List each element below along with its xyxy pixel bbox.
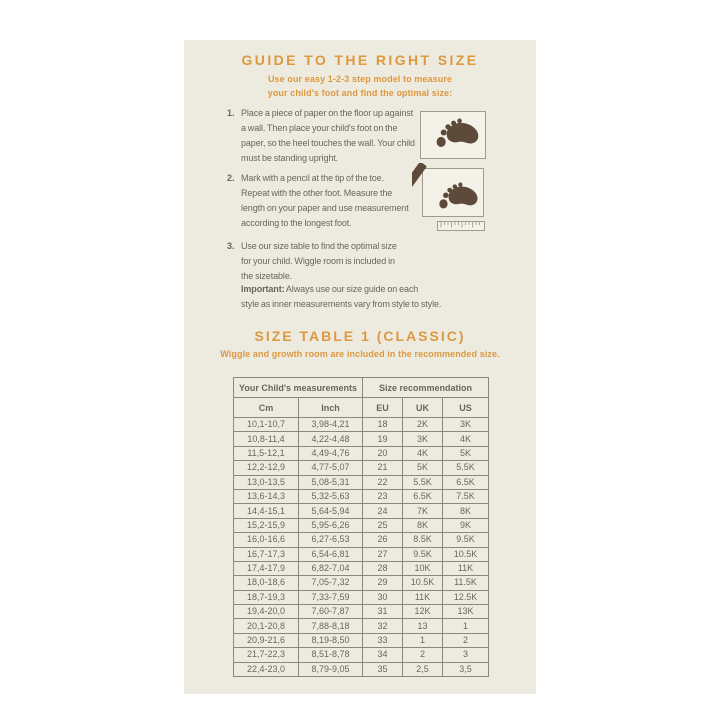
step-text-line: length on your paper and use measurement [241, 203, 409, 213]
table-cell: 5K [403, 461, 443, 475]
table-cell: 11K [403, 590, 443, 604]
table-cell: 18 [363, 418, 403, 432]
column-header-uk: UK [403, 398, 443, 418]
step-text-line: the sizetable. [241, 271, 293, 281]
table-column-header-row [234, 398, 489, 418]
step-text-line: for your child. Wiggle room is included in [241, 256, 395, 266]
size-guide-panel [184, 40, 536, 694]
table-cell: 3,5 [443, 662, 489, 676]
step-text-line: Mark with a pencil at the tip of the toe. [241, 173, 384, 183]
table-cell: 6,54-6,81 [299, 547, 363, 561]
table-cell: 30 [363, 590, 403, 604]
step-text-line: according to the longest foot. [241, 218, 352, 228]
table-cell: 8K [443, 504, 489, 518]
step-3-number: 3. [227, 241, 235, 251]
table-cell: 4K [403, 446, 443, 460]
table-cell: 20,9-21,6 [234, 633, 299, 647]
table-cell: 5,95-6,26 [299, 518, 363, 532]
table-cell: 9.5K [443, 533, 489, 547]
step-text-line: paper, so the heel touches the wall. Your child [241, 138, 415, 148]
table-row [234, 475, 489, 489]
table-cell: 24 [363, 504, 403, 518]
table-cell: 7,88-8,18 [299, 619, 363, 633]
table-cell: 3,98-4,21 [299, 418, 363, 432]
guide-subtitle [184, 72, 536, 100]
table-cell: 31 [363, 605, 403, 619]
table-cell: 2 [443, 633, 489, 647]
pencil-icon [412, 163, 448, 211]
table-cell: 5.5K [403, 475, 443, 489]
guide-subtitle-line: Use our easy 1-2-3 step model to measure [267, 74, 453, 84]
table-cell: 10,1-10,7 [234, 418, 299, 432]
table-cell: 19,4-20,0 [234, 605, 299, 619]
guide-title: GUIDE TO THE RIGHT SIZE [241, 52, 479, 68]
table-cell: 5,64-5,94 [299, 504, 363, 518]
table-cell: 8,51-8,78 [299, 648, 363, 662]
table-cell: 5K [443, 446, 489, 460]
important-text: Always use our size guide on each [285, 284, 419, 294]
table-cell: 2K [403, 418, 443, 432]
table-row [234, 518, 489, 532]
table-cell: 12K [403, 605, 443, 619]
table-cell: 9.5K [403, 547, 443, 561]
table-cell: 8K [403, 518, 443, 532]
step-text-line: Repeat with the other foot. Measure the [241, 188, 393, 198]
step-1-text [241, 106, 415, 166]
table-cell: 3 [443, 648, 489, 662]
table-cell: 11,5-12,1 [234, 446, 299, 460]
table-cell: 3K [443, 418, 489, 432]
column-header-eu: EU [363, 398, 403, 418]
table-cell: 5.5K [443, 461, 489, 475]
table-cell: 8,19-8,50 [299, 633, 363, 647]
important-note [241, 282, 441, 312]
table-cell: 25 [363, 518, 403, 532]
table-cell: 12.5K [443, 590, 489, 604]
table-cell: 32 [363, 619, 403, 633]
table-cell: 33 [363, 633, 403, 647]
table-cell: 20,1-20,8 [234, 619, 299, 633]
step-2-number: 2. [227, 173, 235, 183]
table-cell: 23 [363, 489, 403, 503]
column-header-cm: Cm [234, 398, 299, 418]
table-cell: 7,05-7,32 [299, 576, 363, 590]
table-cell: 2 [403, 648, 443, 662]
table-row [234, 504, 489, 518]
step-1 [227, 106, 415, 166]
table-cell: 5,08-5,31 [299, 475, 363, 489]
table-cell: 11.5K [443, 576, 489, 590]
table-cell: 9K [443, 518, 489, 532]
table-cell: 4,49-4,76 [299, 446, 363, 460]
step-3-text [241, 239, 397, 284]
table-cell: 29 [363, 576, 403, 590]
table-cell: 7.5K [443, 489, 489, 503]
step-text-line: Place a piece of paper on the floor up against [241, 108, 414, 118]
table-row [234, 446, 489, 460]
table-cell: 21 [363, 461, 403, 475]
step-3 [227, 239, 397, 284]
footprint-icon [420, 111, 486, 159]
ruler-icon [437, 221, 485, 231]
column-header-us: US [443, 398, 489, 418]
table-cell: 3K [403, 432, 443, 446]
table-group-header-row [234, 378, 489, 398]
table-row [234, 489, 489, 503]
table-row [234, 418, 489, 432]
table-cell: 16,7-17,3 [234, 547, 299, 561]
table-row [234, 576, 489, 590]
guide-subtitle-line: your child's foot and find the optimal size: [267, 88, 453, 98]
table-row [234, 662, 489, 676]
column-header-inch: Inch [299, 398, 363, 418]
size-table-subtitle: Wiggle and growth room are included in the recommended size. [220, 349, 500, 359]
size-table-title: SIZE TABLE 1 (CLASSIC) [254, 328, 466, 344]
table-cell: 13,6-14,3 [234, 489, 299, 503]
table-cell: 18,7-19,3 [234, 590, 299, 604]
group-header-recommendation: Size recommendation [363, 378, 489, 398]
table-cell: 7,33-7,59 [299, 590, 363, 604]
table-cell: 5,32-5,63 [299, 489, 363, 503]
step-text-line: Use our size table to find the optimal size [241, 241, 397, 251]
table-cell: 2,5 [403, 662, 443, 676]
step-text-line: a wall. Then place your child's foot on the [241, 123, 398, 133]
table-cell: 10.5K [403, 576, 443, 590]
table-cell: 1 [403, 633, 443, 647]
footprint-glyph [433, 117, 481, 154]
table-row [234, 590, 489, 604]
table-cell: 20 [363, 446, 403, 460]
group-header-measurements: Your Child's measurements [234, 378, 363, 398]
size-table-body [234, 418, 489, 677]
table-cell: 10,8-11,4 [234, 432, 299, 446]
table-cell: 16,0-16,6 [234, 533, 299, 547]
table-cell: 35 [363, 662, 403, 676]
table-cell: 18,0-18,6 [234, 576, 299, 590]
table-cell: 6.5K [443, 475, 489, 489]
table-cell: 12,2-12,9 [234, 461, 299, 475]
table-row [234, 605, 489, 619]
table-cell: 13 [403, 619, 443, 633]
step-2 [227, 171, 409, 231]
important-line: style as inner measurements vary from style to style. [241, 299, 442, 309]
table-cell: 6,82-7,04 [299, 561, 363, 575]
table-cell: 19 [363, 432, 403, 446]
table-cell: 7,60-7,87 [299, 605, 363, 619]
table-cell: 26 [363, 533, 403, 547]
important-line [241, 282, 441, 297]
table-cell: 11K [443, 561, 489, 575]
step-text-line: must be standing upright. [241, 153, 339, 163]
table-cell: 14,4-15,1 [234, 504, 299, 518]
table-cell: 15,2-15,9 [234, 518, 299, 532]
table-cell: 13K [443, 605, 489, 619]
table-cell: 34 [363, 648, 403, 662]
table-cell: 27 [363, 547, 403, 561]
table-row [234, 619, 489, 633]
table-cell: 13,0-13,5 [234, 475, 299, 489]
table-row [234, 648, 489, 662]
step-2-text [241, 171, 409, 231]
table-cell: 8.5K [403, 533, 443, 547]
table-row [234, 461, 489, 475]
table-cell: 28 [363, 561, 403, 575]
table-cell: 22,4-23,0 [234, 662, 299, 676]
table-row [234, 547, 489, 561]
table-cell: 10K [403, 561, 443, 575]
table-cell: 1 [443, 619, 489, 633]
table-cell: 8,79-9,05 [299, 662, 363, 676]
table-cell: 21,7-22,3 [234, 648, 299, 662]
table-cell: 10.5K [443, 547, 489, 561]
table-cell: 6,27-6,53 [299, 533, 363, 547]
table-cell: 4,77-5,07 [299, 461, 363, 475]
table-cell: 22 [363, 475, 403, 489]
step-1-number: 1. [227, 108, 235, 118]
table-cell: 4,22-4,48 [299, 432, 363, 446]
table-cell: 17,4-17,9 [234, 561, 299, 575]
table-row [234, 432, 489, 446]
table-cell: 4K [443, 432, 489, 446]
table-cell: 6.5K [403, 489, 443, 503]
table-row [234, 533, 489, 547]
important-label: Important: [241, 284, 285, 294]
table-row [234, 633, 489, 647]
size-table [233, 377, 489, 677]
table-cell: 7K [403, 504, 443, 518]
table-row [234, 561, 489, 575]
